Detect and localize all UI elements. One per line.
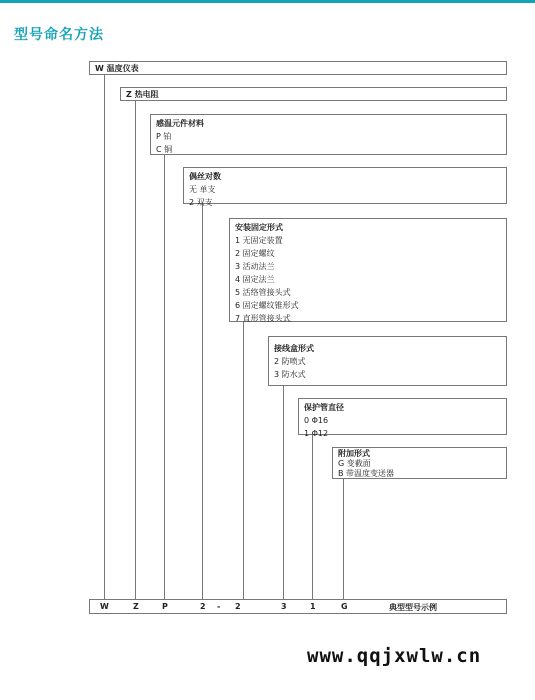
example-code: Z [133,602,139,611]
node-header: 偶丝对数 [189,172,221,181]
node-item: P 铂 [156,132,172,141]
node-item: 2 双支 [189,198,213,207]
top-accent-line [0,0,535,3]
example-code: 1 [310,602,316,611]
node-item: G 变截面 [338,459,371,468]
example-model-bar [89,599,507,614]
node-item: B 带温度变送器 [338,469,395,478]
node-item: 4 固定法兰 [235,275,275,284]
node-junction-box [268,336,507,386]
node-mounting-type [229,218,507,322]
node-header: Z 热电阻 [126,90,159,99]
example-code: G [341,602,348,611]
node-item: 2 固定螺纹 [235,249,275,258]
connector-line-dia [312,435,313,599]
connector-line-extra [343,479,344,599]
example-code: - [217,602,221,611]
example-code: 3 [281,602,287,611]
node-additional-form [332,447,507,479]
node-item: 3 防水式 [274,370,306,379]
example-code: W [100,602,109,611]
watermark-url: www.qqjxwlw.cn [307,645,482,667]
node-item: 6 固定螺纹锥形式 [235,301,299,310]
node-header: 感温元件材料 [156,119,204,128]
node-wire-pairs [183,167,507,207]
connector-line-w [104,75,105,599]
node-item: 1 无固定装置 [235,236,283,245]
node-header: 保护管直径 [304,403,344,412]
node-header: W 温度仪表 [95,64,139,73]
example-label: 典型型号示例 [389,603,437,612]
node-tube-diameter [298,398,507,438]
connector-line-p [164,155,165,599]
page-title: 型号命名方法 [14,27,104,43]
node-item: 无 单支 [189,185,216,194]
node-item: 1 Φ12 [304,429,329,438]
node-item: 5 活络管接头式 [235,288,291,297]
example-code: 2 [200,602,206,611]
node-item: 2 防喷式 [274,357,306,366]
node-item: C 铜 [156,145,173,154]
connector-line-box [283,386,284,599]
node-temperature-instrument [89,61,507,75]
node-header: 附加形式 [338,449,370,458]
connector-line-pair [202,204,203,599]
node-item: 0 Φ16 [304,416,329,425]
node-thermal-resistor [120,87,507,101]
node-header: 安装固定形式 [235,223,283,232]
node-item: 7 直形管接头式 [235,314,291,323]
node-header: 接线盒形式 [274,344,314,353]
example-code: 2 [235,602,241,611]
connector-line-mount [243,322,244,599]
node-item: 3 活动法兰 [235,262,275,271]
example-code: P [162,602,168,611]
connector-line-z [135,101,136,599]
node-sensor-material [150,114,507,155]
